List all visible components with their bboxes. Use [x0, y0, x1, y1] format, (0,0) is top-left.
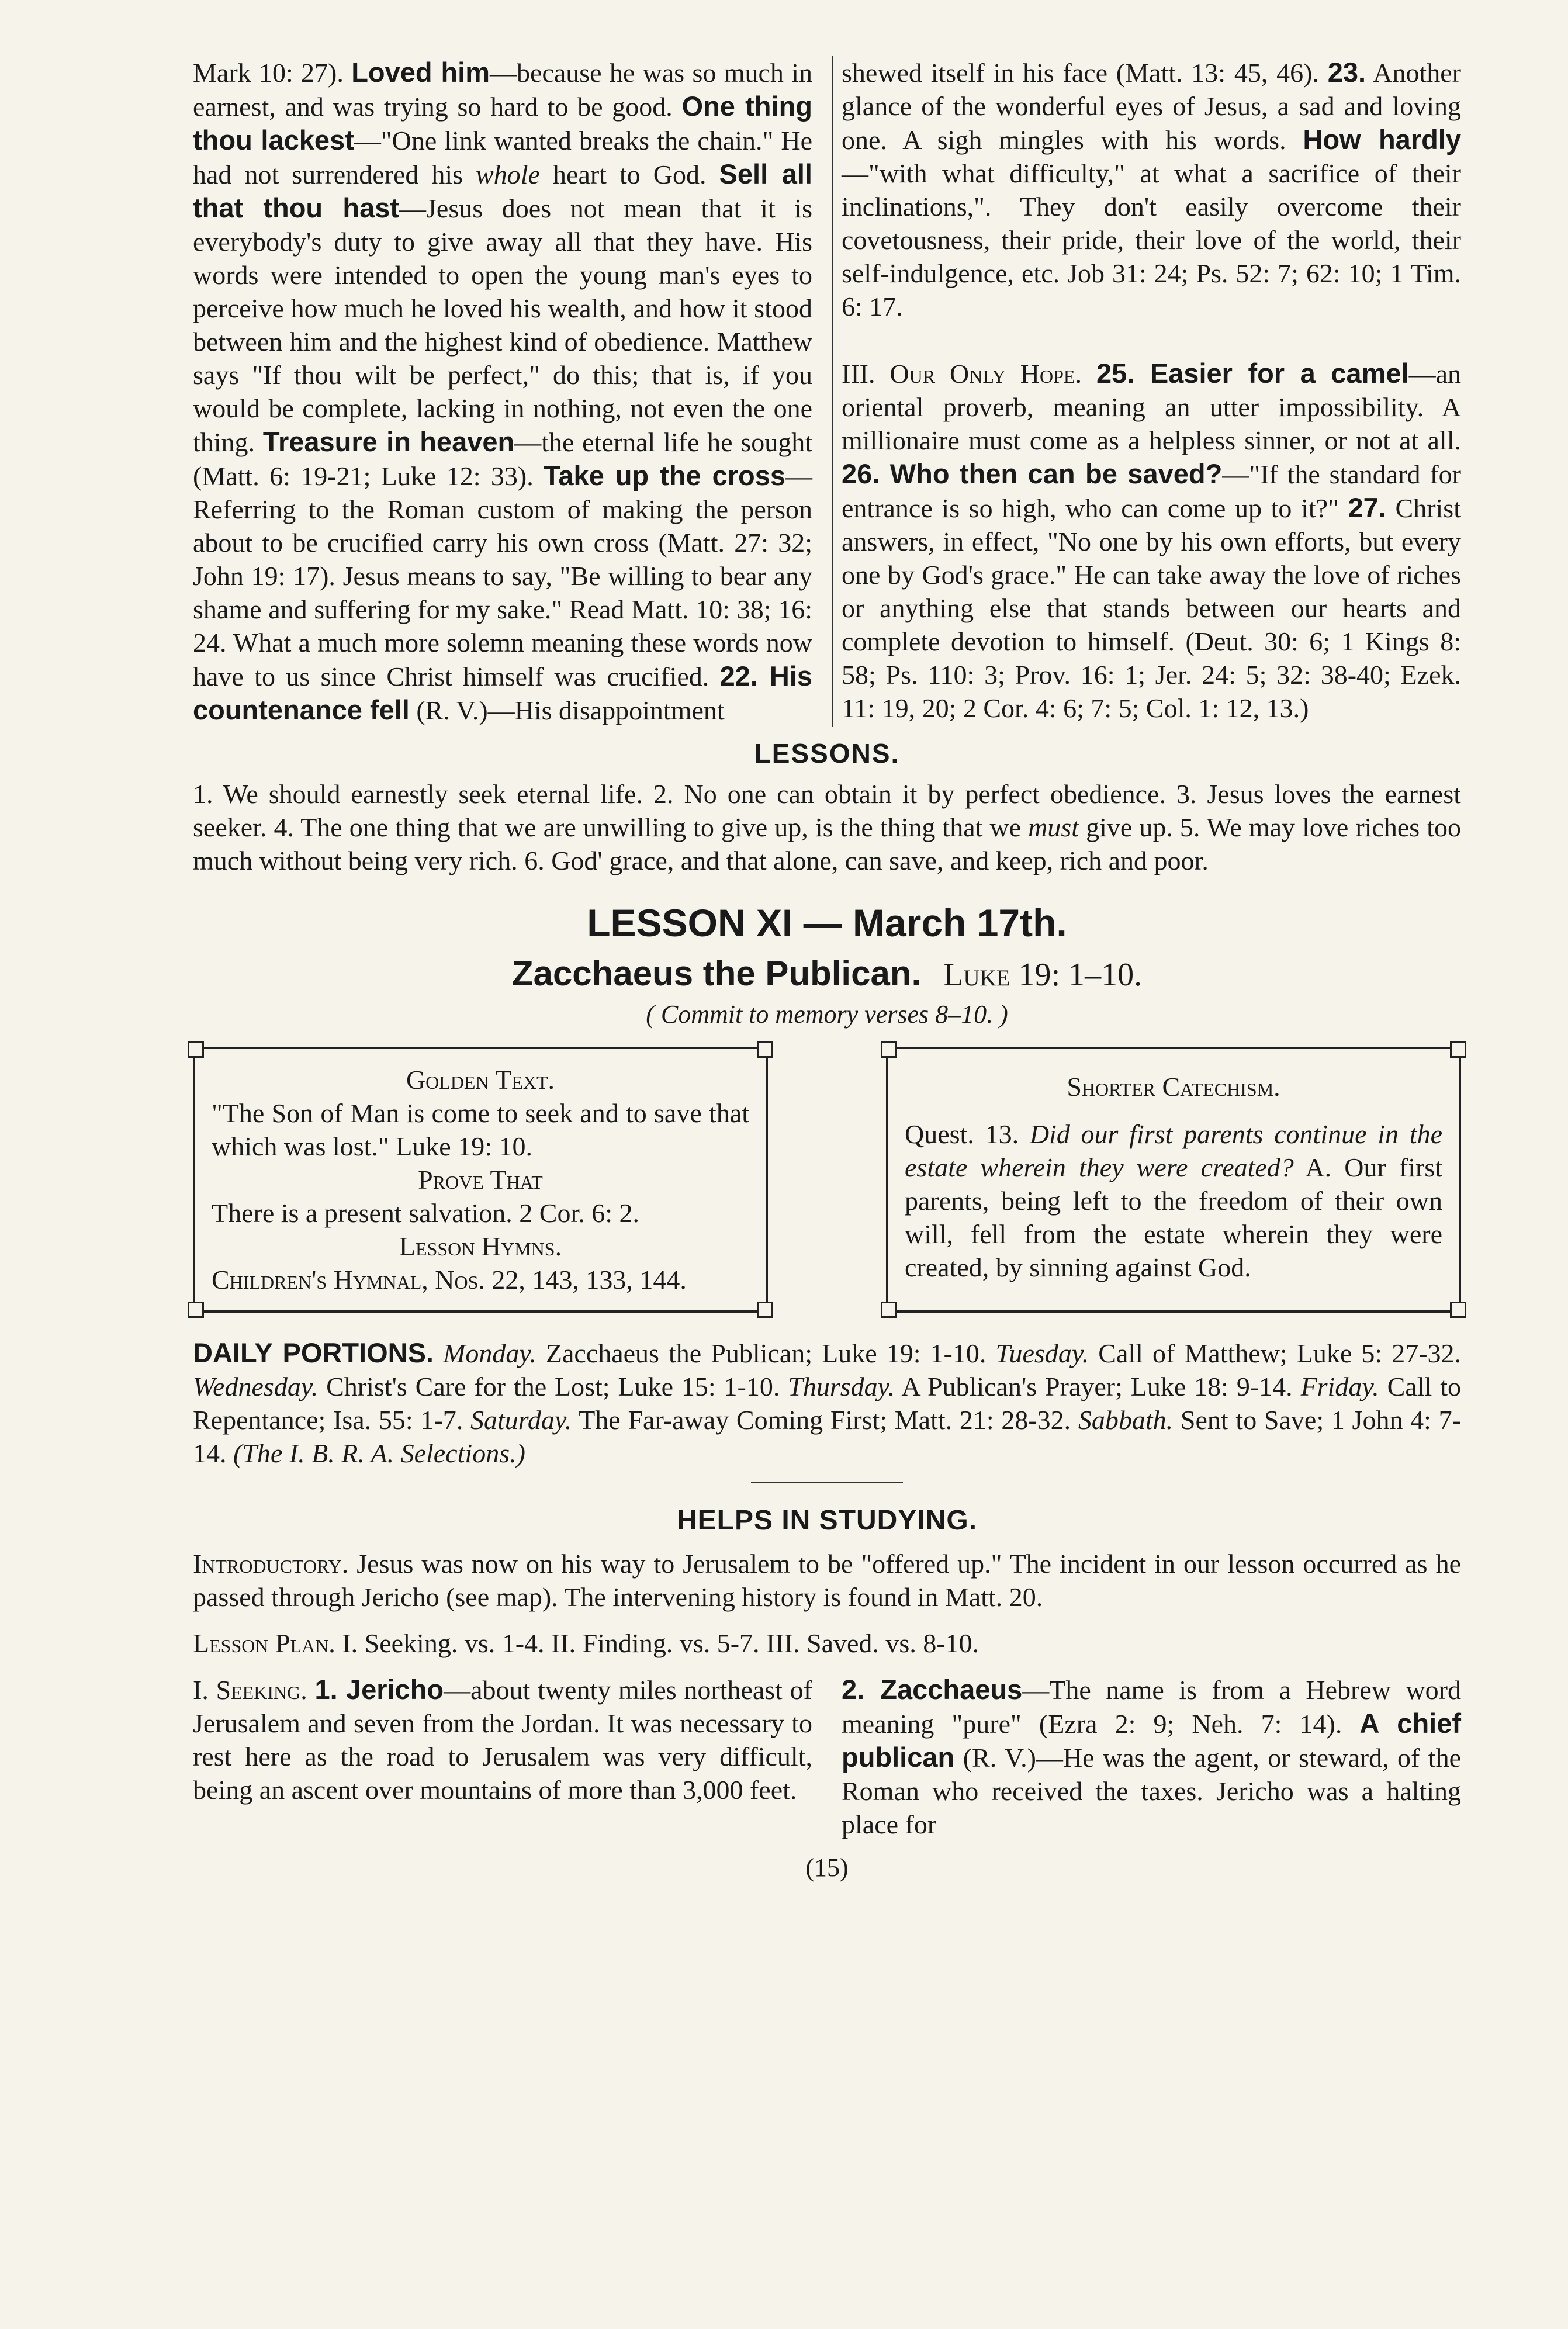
lesson-plan-text: I. Seeking. vs. 1-4. II. Finding. vs. 5-7. III. Saved. vs. 8-10. [335, 1628, 979, 1658]
run-text [1082, 359, 1096, 389]
catechism-heading: Shorter Catechism. [1067, 1072, 1280, 1102]
run-text: —because he was so much in earnest, and was trying so hard to be good. [193, 58, 812, 122]
daily-day: Monday. [443, 1338, 536, 1368]
prove-that-heading: Prove That [418, 1165, 543, 1195]
run-text: heart to God. [540, 160, 719, 189]
top-right-column [832, 56, 1461, 727]
lessons-text-a: 1. We should earnestly seek eternal life. 2. No one can obtain it by perfect obedience. 3. Jesus loves the earnest seeker. 4. The one thing that we are unwilling to give up, is the thing that we [193, 779, 1461, 842]
daily-day: Friday. [1300, 1372, 1379, 1401]
run-text: —Referring to the Roman custom of making the person about to be crucified carry his own cross (Matt. 27: 32; John 19: 17). Jesus means to say, "Be willing to bear any shame and suffering for my sake." Read Matt. 10: 38; 16: 24. What a much more solemn meaning these words now have to us since Christ himself was crucified. [193, 461, 812, 691]
run-text: —The name is from a Hebrew word meaning "pure" (Ezra 2: 9; Neh. 7: 14). [842, 1675, 1461, 1739]
run-text: shewed itself in his face (Matt. 13: 45, 46). [842, 58, 1328, 88]
run-bold: One thing thou lackest [193, 91, 812, 155]
run-text: —"One link wanted breaks the chain." He had not surrendered his [193, 126, 812, 189]
page-number: (15) [805, 1853, 849, 1882]
catechism-answer: A. Our first parents, being left to the freedom of their own will, fell from the estate wherein they were created, by sinning against God. [905, 1153, 1442, 1282]
helps-right-column [833, 1673, 1461, 1841]
lesson-reference: Luke 19: 1–10. [943, 957, 1143, 993]
run-text: Christ answers, in effect, "No one by his own efforts, but every one by God's grace." He can take away the love of riches or anything else that stands between our hearts and complete devotion to himself. (Deut. 30: 6; 1 Kings 8: 58; Ps. 110: 3; Prov. 16: 1; Jer. 24: 5; 32: 38-40; Ezek. 11: 19, 20; 2 Cor. 4: 6; 7: 5; Col. 1: 12, 13.) [842, 493, 1461, 723]
run-text: Another glance of the wonderful eyes of Jesus, a sad and loving one. A sigh mingles with his words. [842, 58, 1461, 155]
run-bold: 26. Who then can be saved? [842, 458, 1223, 489]
commentary-right-b [842, 357, 1461, 725]
catechism-body [905, 1117, 1442, 1284]
lesson-plan [193, 1627, 1461, 1660]
run-text: (R. V.)—He was the agent, or steward, of the Roman who received the taxes. Jericho was a halting place for [842, 1743, 1461, 1839]
run-bold: How hardly [1303, 124, 1461, 155]
daily-day: Sabbath. [1078, 1405, 1174, 1435]
run-text: —the eternal life he sought (Matt. 6: 19-21; Luke 12: 33). [193, 427, 812, 491]
daily-reading: Zacchaeus the Publican; Luke 19: 1-10. [536, 1338, 996, 1368]
helps-right-text [842, 1673, 1461, 1841]
top-left-column [193, 56, 812, 727]
lesson-title: LESSON XI — March 17th. [587, 901, 1067, 944]
run-smallcaps: Seeking. [216, 1675, 307, 1705]
lesson-subtitle [193, 953, 1461, 994]
golden-text-body: "The Son of Man is come to seek and to save that which was lost." Luke 19: 10. [212, 1098, 749, 1161]
run-text: (R. V.)—His disappointment [409, 695, 725, 725]
daily-day: Saturday. [470, 1405, 572, 1435]
top-columns [193, 56, 1461, 727]
run-bold: Treasure in heaven [262, 426, 515, 457]
helps-introductory [193, 1547, 1461, 1614]
run-bold: 2. Zacchaeus [842, 1674, 1023, 1705]
daily-portions [193, 1336, 1461, 1470]
run-bold: 25. Easier for a camel [1096, 358, 1409, 389]
helps-left-text [193, 1673, 812, 1807]
corner-ornament [188, 1041, 204, 1058]
run-bold: 27. [1348, 492, 1386, 523]
helps-left-column [193, 1673, 812, 1841]
run-smallcaps: Our Only Hope. [889, 359, 1082, 389]
run-bold: 23. [1327, 57, 1366, 88]
commit-note: ( Commit to memory verses 8–10. ) [646, 1000, 1008, 1029]
prove-that-body: There is a present salvation. 2 Cor. 6: 2. [212, 1198, 640, 1228]
lesson-boxes [193, 1047, 1461, 1313]
run-bold: Sell all that thou hast [193, 158, 812, 223]
run-italic: whole [476, 160, 540, 189]
page [193, 56, 1461, 1882]
daily-reading: The Far-away Coming First; Matt. 21: 28-32. [572, 1405, 1078, 1435]
helps-intro-text: Jesus was now on his way to Jerusalem to be "offered up." The incident in our lesson occurred as he passed through Jericho (see map). The intervening history is found in Matt. 20. [193, 1549, 1461, 1612]
run-text [307, 1675, 315, 1705]
run-text: —Jesus does not mean that it is everybody's duty to give away all that they have. His words were intended to open the young man's eyes to perceive how much he loved his wealth, and how it stood between him and the highest kind of obedience. Matthew says "If thou wilt be perfect," do this; that is, if you would be complete, lacking in nothing, not even the one thing. [193, 193, 812, 457]
daily-reading: Call to Repentance; Isa. 55: 1-7. [193, 1372, 1461, 1435]
golden-text-heading: Golden Text. [406, 1065, 555, 1095]
daily-reading: Christ's Care for the Lost; Luke 15: 1-10. [318, 1372, 788, 1401]
lesson-subtitle-name: Zacchaeus the Publican. [511, 954, 922, 993]
corner-ornament [757, 1302, 773, 1318]
run-text: I. [193, 1675, 216, 1705]
run-text: —"If the standard for entrance is so high, who can come up to it?" [842, 459, 1461, 523]
lessons-text-must: must [1028, 812, 1079, 842]
corner-ornament [881, 1302, 897, 1318]
run-bold: Loved him [351, 57, 490, 88]
run-text: —about twenty miles northeast of Jerusalem and seven from the Jordan. It was necessary to rest here as the road to Jerusalem was very difficult, being an ascent over mountains of more than 3,000 feet. [193, 1675, 812, 1805]
helps-intro-label: Introductory. [193, 1549, 349, 1579]
daily-portions-source: (The I. B. R. A. Selections.) [233, 1438, 525, 1468]
corner-ornament [188, 1302, 204, 1318]
daily-portions-heading: DAILY PORTIONS. [193, 1337, 434, 1368]
commentary-left [193, 56, 812, 727]
run-text: —"with what difficulty," at what a sacrifice of their inclinations,". They don't easily overcome their covetousness, their pride, their love of the world, their self-indulgence, etc. Job 31: 24; Ps. 52: 7; 62: 10; 1 Tim. 6: 17. [842, 158, 1461, 321]
lessons-text-b: give up. 5. We may love riches too much without being very rich. 6. God' grace, and that alone, can save, and keep, rich and poor. [193, 812, 1461, 875]
corner-ornament [1450, 1302, 1466, 1318]
daily-day: Thursday. [788, 1372, 895, 1401]
lesson-plan-label: Lesson Plan. [193, 1628, 335, 1658]
divider [751, 1482, 903, 1483]
golden-text-box [193, 1047, 768, 1313]
lesson-hymns-heading: Lesson Hymns. [399, 1231, 562, 1261]
run-text: Mark 10: 27). [193, 58, 352, 88]
catechism-question: Did our first parents continue in the estate wherein they were created? [905, 1119, 1442, 1182]
daily-reading: A Publican's Prayer; Luke 18: 9-14. [895, 1372, 1301, 1401]
daily-day: Tuesday. [995, 1338, 1089, 1368]
run-bold: 1. Jericho [314, 1674, 444, 1705]
helps-heading: HELPS IN STUDYING. [676, 1505, 978, 1536]
run-bold: A chief publican [842, 1708, 1461, 1773]
lessons-text [193, 777, 1461, 877]
run-text: III. [842, 359, 890, 389]
commentary-right-a [842, 56, 1461, 323]
daily-day: Wednesday. [193, 1372, 319, 1401]
corner-ornament [1450, 1041, 1466, 1058]
helps-columns [193, 1673, 1461, 1841]
corner-ornament [881, 1041, 897, 1058]
lesson-hymns-body: Children's Hymnal, Nos. 22, 143, 133, 144. [212, 1265, 687, 1295]
lessons-heading: LESSONS. [754, 738, 900, 769]
catechism-quest: Quest. 13. [905, 1119, 1030, 1149]
run-bold: Take up the cross [544, 460, 785, 491]
run-text: —an oriental proverb, meaning an utter impossibility. A millionaire must come as a helpless sinner, or not at all. [842, 359, 1461, 455]
corner-ornament [757, 1041, 773, 1058]
run-bold: 22. His countenance fell [193, 660, 812, 725]
catechism-box [886, 1047, 1461, 1313]
daily-reading: Call of Matthew; Luke 5: 27-32. [1089, 1338, 1462, 1368]
daily-reading: Sent to Save; 1 John 4: 7-14. [193, 1405, 1461, 1468]
